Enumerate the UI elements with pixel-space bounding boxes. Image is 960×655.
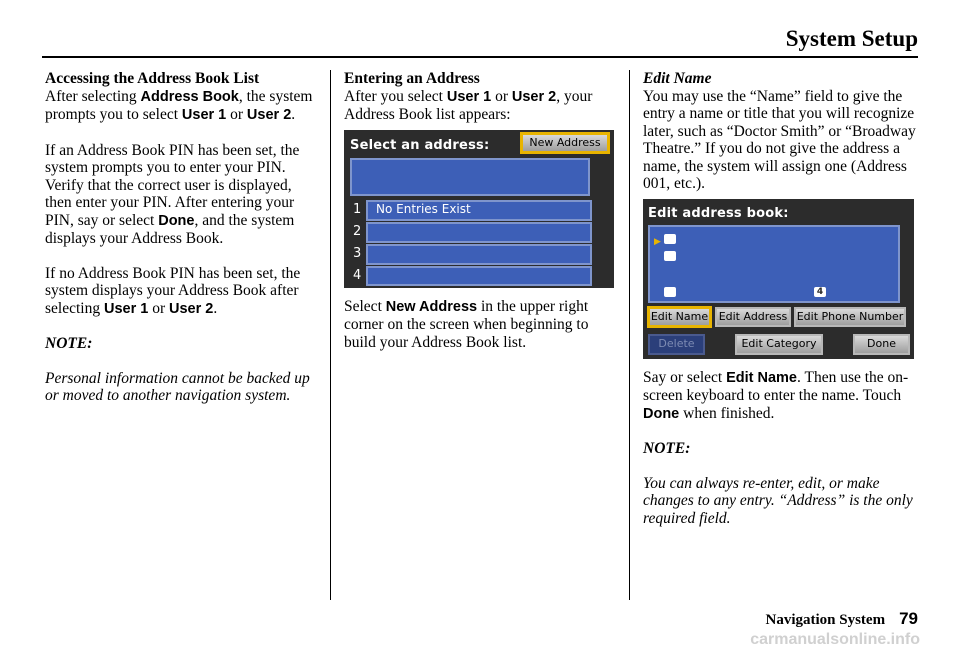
section-heading: Accessing the Address Book List	[45, 70, 260, 87]
done-button[interactable]: Done	[853, 334, 910, 355]
list-item[interactable]	[366, 266, 592, 286]
row-number: 4	[353, 267, 362, 283]
column-divider	[629, 70, 630, 600]
edit-phone-number-button[interactable]: Edit Phone Number	[794, 307, 906, 327]
page-footer	[765, 609, 918, 629]
category-badge: 4	[814, 287, 826, 297]
watermark: carmanualsonline.info	[750, 631, 920, 648]
page-number: 79	[899, 609, 918, 628]
note-text: Personal information cannot be backed up or moved to another navigation system.	[45, 369, 310, 404]
address-detail-panel	[648, 225, 900, 303]
header-rule	[42, 56, 918, 58]
note-label: NOTE:	[643, 440, 691, 457]
column-3	[643, 70, 918, 544]
section-heading: Entering an Address	[344, 70, 480, 87]
address-header-panel	[350, 158, 590, 196]
column-divider	[330, 70, 331, 600]
paragraph: You may use the “Name” field to give the entry a name or title that you will recognize later, such as “Doctor Smith” or “Broadway Theatre.” If you do not give the address a name, the system will assign one (Address 001, etc.).	[643, 87, 916, 192]
footer-section: Navigation System	[765, 612, 886, 628]
edit-address-button[interactable]: Edit Address	[715, 307, 791, 327]
section-heading: Edit Name	[643, 70, 712, 87]
page-title: System Setup	[785, 26, 918, 51]
select-address-screen	[344, 130, 614, 288]
paragraph: After you select User 1 or User 2, your Address Book list appears:	[344, 87, 593, 123]
row-number: 3	[353, 245, 362, 261]
paragraph: If no Address Book PIN has been set, the system displays your Address Book after selecting User 1 or User 2.	[45, 264, 301, 317]
screen-title: Edit address book:	[648, 205, 789, 221]
column-1	[45, 70, 320, 422]
paragraph: After selecting Address Book, the system prompts you to select User 1 or User 2.	[45, 87, 313, 123]
delete-button[interactable]: Delete	[648, 334, 705, 355]
note-label: NOTE:	[45, 335, 93, 352]
edit-name-button[interactable]: Edit Name	[647, 306, 712, 328]
address-icon	[664, 251, 676, 261]
column-2	[344, 70, 619, 368]
list-item[interactable]	[366, 222, 592, 243]
new-address-button[interactable]: New Address	[520, 132, 610, 154]
note-text: You can always re-enter, edit, or make changes to any entry. “Address” is the only required field.	[643, 474, 913, 527]
row-number: 2	[353, 223, 362, 239]
row-number: 1	[353, 201, 362, 217]
paragraph: Say or select Edit Name. Then use the on-screen keyboard to enter the name. Touch Done when finished.	[643, 368, 909, 422]
list-item[interactable]	[366, 244, 592, 265]
list-item[interactable]: No Entries Exist	[366, 200, 592, 221]
paragraph: Select New Address in the upper right corner on the screen when beginning to build your Address Book list.	[344, 297, 589, 351]
phone-icon	[664, 287, 676, 297]
name-icon	[664, 234, 676, 244]
paragraph: If an Address Book PIN has been set, the system prompts you to enter your PIN. Verify that the correct user is displayed, then enter your PIN. After entering your PIN, say or select Done, and the system displays your Address Book.	[45, 141, 300, 247]
edit-address-screen	[643, 199, 914, 359]
edit-category-button[interactable]: Edit Category	[735, 334, 823, 355]
pointer-icon: ▶	[654, 236, 661, 247]
screen-title: Select an address:	[350, 137, 490, 153]
